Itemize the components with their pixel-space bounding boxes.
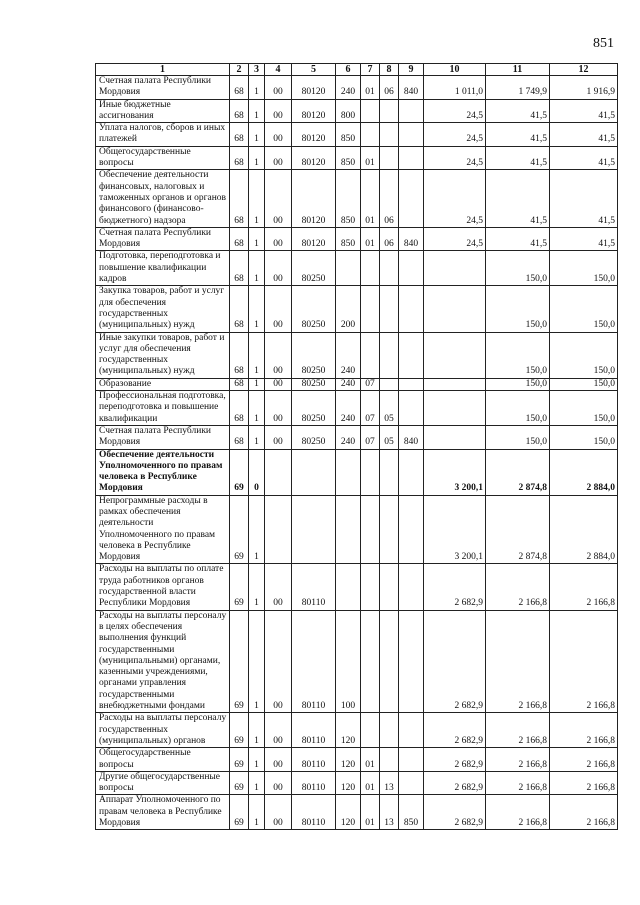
col-header-10: 10 bbox=[424, 64, 486, 76]
col5-value: 80250 bbox=[292, 391, 336, 426]
row-name: Счетная палата Республики Мордовия bbox=[96, 227, 230, 251]
col8-value bbox=[380, 748, 399, 772]
col10-amount: 2 682,9 bbox=[424, 795, 486, 830]
col2-value: 68 bbox=[230, 251, 249, 286]
col12-amount: 1 916,9 bbox=[550, 76, 618, 100]
col2-value: 69 bbox=[230, 795, 249, 830]
col2-value: 68 bbox=[230, 76, 249, 100]
col3-value: 1 bbox=[249, 251, 265, 286]
col8-value bbox=[380, 99, 399, 123]
col7-value bbox=[361, 713, 380, 748]
row-name: Уплата налогов, сборов и иных платежей bbox=[96, 123, 230, 147]
col6-value bbox=[336, 449, 361, 495]
col10-amount bbox=[424, 425, 486, 449]
col3-value: 1 bbox=[249, 286, 265, 332]
table-row bbox=[96, 146, 618, 170]
col8-value bbox=[380, 123, 399, 147]
col8-value: 05 bbox=[380, 425, 399, 449]
col10-amount: 2 682,9 bbox=[424, 610, 486, 713]
col5-value bbox=[292, 495, 336, 564]
col2-value: 69 bbox=[230, 449, 249, 495]
col7-value: 01 bbox=[361, 795, 380, 830]
col10-amount bbox=[424, 391, 486, 426]
col3-value: 1 bbox=[249, 610, 265, 713]
col12-amount: 150,0 bbox=[550, 378, 618, 390]
col11-amount: 2 166,8 bbox=[486, 795, 550, 830]
table-row bbox=[96, 391, 618, 426]
col12-amount: 2 166,8 bbox=[550, 713, 618, 748]
col6-value bbox=[336, 251, 361, 286]
col12-amount: 150,0 bbox=[550, 251, 618, 286]
col9-value bbox=[399, 99, 424, 123]
col6-value: 120 bbox=[336, 771, 361, 795]
col7-value bbox=[361, 449, 380, 495]
col10-amount: 24,5 bbox=[424, 146, 486, 170]
col8-value: 06 bbox=[380, 227, 399, 251]
col9-value bbox=[399, 391, 424, 426]
col12-amount: 2 166,8 bbox=[550, 771, 618, 795]
col9-value bbox=[399, 170, 424, 227]
row-name: Подготовка, переподготовка и повышение квалификации кадров bbox=[96, 251, 230, 286]
col2-value: 68 bbox=[230, 123, 249, 147]
col5-value: 80110 bbox=[292, 564, 336, 610]
col12-amount: 2 166,8 bbox=[550, 564, 618, 610]
col7-value: 07 bbox=[361, 378, 380, 390]
col5-value: 80120 bbox=[292, 123, 336, 147]
col9-value bbox=[399, 286, 424, 332]
col2-value: 68 bbox=[230, 332, 249, 378]
col2-value: 68 bbox=[230, 378, 249, 390]
col9-value bbox=[399, 449, 424, 495]
table-row bbox=[96, 76, 618, 100]
col10-amount: 2 682,9 bbox=[424, 771, 486, 795]
col9-value bbox=[399, 713, 424, 748]
col11-amount: 150,0 bbox=[486, 286, 550, 332]
col7-value bbox=[361, 99, 380, 123]
row-name: Общегосударственные вопросы bbox=[96, 748, 230, 772]
col8-value: 06 bbox=[380, 170, 399, 227]
col3-value: 1 bbox=[249, 332, 265, 378]
col-header-3: 3 bbox=[249, 64, 265, 76]
col4-value: 00 bbox=[265, 332, 292, 378]
col6-value: 850 bbox=[336, 227, 361, 251]
row-name: Иные бюджетные ассигнования bbox=[96, 99, 230, 123]
col3-value: 1 bbox=[249, 795, 265, 830]
col4-value: 00 bbox=[265, 391, 292, 426]
col2-value: 69 bbox=[230, 610, 249, 713]
col12-amount: 2 166,8 bbox=[550, 748, 618, 772]
row-name: Иные закупки товаров, работ и услуг для обеспечения государственных (муниципальных) нужд bbox=[96, 332, 230, 378]
col5-value: 80250 bbox=[292, 425, 336, 449]
col5-value: 80120 bbox=[292, 170, 336, 227]
col8-value bbox=[380, 713, 399, 748]
col10-amount: 24,5 bbox=[424, 123, 486, 147]
col5-value: 80110 bbox=[292, 610, 336, 713]
col10-amount: 24,5 bbox=[424, 99, 486, 123]
col6-value: 240 bbox=[336, 391, 361, 426]
col5-value: 80250 bbox=[292, 332, 336, 378]
row-name: Закупка товаров, работ и услуг для обеспечения государственных (муниципальных) нужд bbox=[96, 286, 230, 332]
col7-value bbox=[361, 123, 380, 147]
col7-value: 01 bbox=[361, 771, 380, 795]
col3-value: 1 bbox=[249, 713, 265, 748]
col-header-11: 11 bbox=[486, 64, 550, 76]
col10-amount: 3 200,1 bbox=[424, 495, 486, 564]
col10-amount: 24,5 bbox=[424, 227, 486, 251]
col8-value bbox=[380, 378, 399, 390]
col5-value bbox=[292, 449, 336, 495]
col12-amount: 2 884,0 bbox=[550, 449, 618, 495]
table-row bbox=[96, 123, 618, 147]
row-name: Обеспечение деятельности Уполномоченного по правам человека в Республике Мордовия bbox=[96, 449, 230, 495]
table-row bbox=[96, 425, 618, 449]
col10-amount bbox=[424, 251, 486, 286]
col3-value: 1 bbox=[249, 76, 265, 100]
page-number: 851 bbox=[593, 36, 614, 51]
col3-value: 1 bbox=[249, 391, 265, 426]
col7-value: 01 bbox=[361, 170, 380, 227]
col9-value bbox=[399, 251, 424, 286]
col6-value: 100 bbox=[336, 610, 361, 713]
col3-value: 1 bbox=[249, 425, 265, 449]
col6-value: 850 bbox=[336, 146, 361, 170]
col5-value: 80110 bbox=[292, 771, 336, 795]
col6-value: 120 bbox=[336, 795, 361, 830]
col4-value: 00 bbox=[265, 123, 292, 147]
row-name: Обеспечение деятельности финансовых, налоговых и таможенных органов и органов финансового (финансово-бюджетного) надзора bbox=[96, 170, 230, 227]
col2-value: 68 bbox=[230, 170, 249, 227]
header-row bbox=[96, 64, 618, 76]
row-name: Расходы на выплаты по оплате труда работников органов государственной власти Республики Мордовия bbox=[96, 564, 230, 610]
col6-value: 240 bbox=[336, 425, 361, 449]
col9-value: 840 bbox=[399, 425, 424, 449]
col4-value: 00 bbox=[265, 99, 292, 123]
col-header-2: 2 bbox=[230, 64, 249, 76]
col2-value: 69 bbox=[230, 713, 249, 748]
col8-value bbox=[380, 449, 399, 495]
col12-amount: 150,0 bbox=[550, 391, 618, 426]
col6-value: 240 bbox=[336, 332, 361, 378]
col4-value: 00 bbox=[265, 795, 292, 830]
table-row bbox=[96, 99, 618, 123]
col4-value: 00 bbox=[265, 286, 292, 332]
col12-amount: 41,5 bbox=[550, 170, 618, 227]
col4-value: 00 bbox=[265, 170, 292, 227]
col8-value bbox=[380, 564, 399, 610]
col4-value: 00 bbox=[265, 378, 292, 390]
col-header-8: 8 bbox=[380, 64, 399, 76]
col5-value: 80110 bbox=[292, 713, 336, 748]
col11-amount: 1 749,9 bbox=[486, 76, 550, 100]
col5-value: 80120 bbox=[292, 227, 336, 251]
col-header-12: 12 bbox=[550, 64, 618, 76]
col11-amount: 150,0 bbox=[486, 378, 550, 390]
table-row bbox=[96, 251, 618, 286]
col4-value: 00 bbox=[265, 713, 292, 748]
col9-value: 840 bbox=[399, 227, 424, 251]
col5-value: 80110 bbox=[292, 748, 336, 772]
col9-value bbox=[399, 332, 424, 378]
col3-value: 1 bbox=[249, 123, 265, 147]
col9-value: 850 bbox=[399, 795, 424, 830]
col10-amount bbox=[424, 378, 486, 390]
col11-amount: 2 166,8 bbox=[486, 771, 550, 795]
row-name: Счетная палата Республики Мордовия bbox=[96, 76, 230, 100]
row-name: Расходы на выплаты персоналу государственных (муниципальных) органов bbox=[96, 713, 230, 748]
col5-value: 80120 bbox=[292, 146, 336, 170]
col11-amount: 41,5 bbox=[486, 170, 550, 227]
col9-value bbox=[399, 123, 424, 147]
col2-value: 68 bbox=[230, 227, 249, 251]
col-header-4: 4 bbox=[265, 64, 292, 76]
col5-value: 80250 bbox=[292, 286, 336, 332]
col7-value: 01 bbox=[361, 748, 380, 772]
table-row bbox=[96, 378, 618, 390]
col2-value: 68 bbox=[230, 286, 249, 332]
col3-value: 1 bbox=[249, 495, 265, 564]
col2-value: 68 bbox=[230, 391, 249, 426]
col7-value bbox=[361, 564, 380, 610]
col11-amount: 41,5 bbox=[486, 146, 550, 170]
col10-amount: 2 682,9 bbox=[424, 713, 486, 748]
table-row bbox=[96, 748, 618, 772]
col6-value: 240 bbox=[336, 76, 361, 100]
col3-value: 1 bbox=[249, 564, 265, 610]
col3-value: 1 bbox=[249, 170, 265, 227]
col2-value: 69 bbox=[230, 495, 249, 564]
col7-value bbox=[361, 251, 380, 286]
col12-amount: 150,0 bbox=[550, 286, 618, 332]
col6-value: 800 bbox=[336, 99, 361, 123]
table-row bbox=[96, 449, 618, 495]
row-name: Счетная палата Республики Мордовия bbox=[96, 425, 230, 449]
table-row bbox=[96, 610, 618, 713]
col8-value: 05 bbox=[380, 391, 399, 426]
col7-value bbox=[361, 495, 380, 564]
col5-value: 80110 bbox=[292, 795, 336, 830]
col4-value: 00 bbox=[265, 251, 292, 286]
col12-amount: 41,5 bbox=[550, 227, 618, 251]
col4-value bbox=[265, 449, 292, 495]
table-row bbox=[96, 495, 618, 564]
col12-amount: 2 166,8 bbox=[550, 795, 618, 830]
col4-value: 00 bbox=[265, 76, 292, 100]
col8-value: 06 bbox=[380, 76, 399, 100]
col11-amount: 2 166,8 bbox=[486, 564, 550, 610]
col2-value: 68 bbox=[230, 146, 249, 170]
col12-amount: 41,5 bbox=[550, 146, 618, 170]
col-header-9: 9 bbox=[399, 64, 424, 76]
col3-value: 1 bbox=[249, 748, 265, 772]
col-header-6: 6 bbox=[336, 64, 361, 76]
col6-value: 200 bbox=[336, 286, 361, 332]
col3-value: 1 bbox=[249, 771, 265, 795]
col4-value: 00 bbox=[265, 227, 292, 251]
col2-value: 69 bbox=[230, 748, 249, 772]
col10-amount: 2 682,9 bbox=[424, 748, 486, 772]
col8-value bbox=[380, 610, 399, 713]
row-name: Общегосударственные вопросы bbox=[96, 146, 230, 170]
col2-value: 68 bbox=[230, 99, 249, 123]
col12-amount: 150,0 bbox=[550, 332, 618, 378]
col4-value: 00 bbox=[265, 146, 292, 170]
table-row bbox=[96, 795, 618, 830]
row-name: Образование bbox=[96, 378, 230, 390]
col11-amount: 2 166,8 bbox=[486, 713, 550, 748]
table-row bbox=[96, 564, 618, 610]
table-row bbox=[96, 713, 618, 748]
col8-value: 13 bbox=[380, 795, 399, 830]
col10-amount bbox=[424, 286, 486, 332]
col-header-1: 1 bbox=[96, 64, 230, 76]
table-row bbox=[96, 170, 618, 227]
table-row bbox=[96, 286, 618, 332]
col7-value: 01 bbox=[361, 76, 380, 100]
row-name: Профессиональная подготовка, переподготовка и повышение квалификации bbox=[96, 391, 230, 426]
col8-value bbox=[380, 146, 399, 170]
col9-value bbox=[399, 564, 424, 610]
col11-amount: 41,5 bbox=[486, 123, 550, 147]
col7-value bbox=[361, 610, 380, 713]
col6-value: 120 bbox=[336, 748, 361, 772]
col9-value bbox=[399, 495, 424, 564]
col12-amount: 150,0 bbox=[550, 425, 618, 449]
table-row bbox=[96, 771, 618, 795]
col9-value: 840 bbox=[399, 76, 424, 100]
col2-value: 68 bbox=[230, 425, 249, 449]
col6-value: 240 bbox=[336, 378, 361, 390]
col11-amount: 41,5 bbox=[486, 99, 550, 123]
col4-value bbox=[265, 495, 292, 564]
col2-value: 69 bbox=[230, 564, 249, 610]
col7-value: 07 bbox=[361, 391, 380, 426]
col4-value: 00 bbox=[265, 771, 292, 795]
col11-amount: 2 166,8 bbox=[486, 748, 550, 772]
col12-amount: 41,5 bbox=[550, 123, 618, 147]
col10-amount: 24,5 bbox=[424, 170, 486, 227]
col8-value bbox=[380, 251, 399, 286]
col9-value bbox=[399, 771, 424, 795]
col-header-5: 5 bbox=[292, 64, 336, 76]
col11-amount: 150,0 bbox=[486, 332, 550, 378]
col11-amount: 2 166,8 bbox=[486, 610, 550, 713]
col3-value: 1 bbox=[249, 227, 265, 251]
col6-value: 850 bbox=[336, 170, 361, 227]
col12-amount: 2 166,8 bbox=[550, 610, 618, 713]
col4-value: 00 bbox=[265, 748, 292, 772]
col9-value bbox=[399, 378, 424, 390]
col10-amount: 3 200,1 bbox=[424, 449, 486, 495]
col2-value: 69 bbox=[230, 771, 249, 795]
col11-amount: 150,0 bbox=[486, 425, 550, 449]
row-name: Аппарат Уполномоченного по правам человека в Республике Мордовия bbox=[96, 795, 230, 830]
col4-value: 00 bbox=[265, 610, 292, 713]
col5-value: 80250 bbox=[292, 251, 336, 286]
col4-value: 00 bbox=[265, 564, 292, 610]
col7-value: 07 bbox=[361, 425, 380, 449]
col11-amount: 41,5 bbox=[486, 227, 550, 251]
col8-value: 13 bbox=[380, 771, 399, 795]
col11-amount: 2 874,8 bbox=[486, 495, 550, 564]
col7-value bbox=[361, 286, 380, 332]
col9-value bbox=[399, 146, 424, 170]
col5-value: 80250 bbox=[292, 378, 336, 390]
row-name: Другие общегосударственные вопросы bbox=[96, 771, 230, 795]
row-name: Расходы на выплаты персоналу в целях обеспечения выполнения функций государственными (муниципальными) органами, казенными учреждениями, органами управления государственными внебюджетными фондами bbox=[96, 610, 230, 713]
col11-amount: 150,0 bbox=[486, 251, 550, 286]
col8-value bbox=[380, 332, 399, 378]
row-name: Непрограммные расходы в рамках обеспечения деятельности Уполномоченного по правам человека в Республике Мордовия bbox=[96, 495, 230, 564]
table-row bbox=[96, 227, 618, 251]
col6-value: 120 bbox=[336, 713, 361, 748]
budget-table bbox=[95, 63, 618, 830]
col6-value bbox=[336, 495, 361, 564]
col12-amount: 41,5 bbox=[550, 99, 618, 123]
col7-value: 01 bbox=[361, 227, 380, 251]
col11-amount: 150,0 bbox=[486, 391, 550, 426]
col3-value: 1 bbox=[249, 378, 265, 390]
col8-value bbox=[380, 495, 399, 564]
col9-value bbox=[399, 748, 424, 772]
col3-value: 1 bbox=[249, 146, 265, 170]
col3-value: 1 bbox=[249, 99, 265, 123]
col6-value: 850 bbox=[336, 123, 361, 147]
col5-value: 80120 bbox=[292, 76, 336, 100]
col11-amount: 2 874,8 bbox=[486, 449, 550, 495]
col7-value bbox=[361, 332, 380, 378]
col12-amount: 2 884,0 bbox=[550, 495, 618, 564]
col6-value bbox=[336, 564, 361, 610]
col8-value bbox=[380, 286, 399, 332]
col-header-7: 7 bbox=[361, 64, 380, 76]
col10-amount: 1 011,0 bbox=[424, 76, 486, 100]
col7-value: 01 bbox=[361, 146, 380, 170]
col5-value: 80120 bbox=[292, 99, 336, 123]
col3-value: 0 bbox=[249, 449, 265, 495]
col9-value bbox=[399, 610, 424, 713]
col10-amount: 2 682,9 bbox=[424, 564, 486, 610]
col4-value: 00 bbox=[265, 425, 292, 449]
table-row bbox=[96, 332, 618, 378]
col10-amount bbox=[424, 332, 486, 378]
